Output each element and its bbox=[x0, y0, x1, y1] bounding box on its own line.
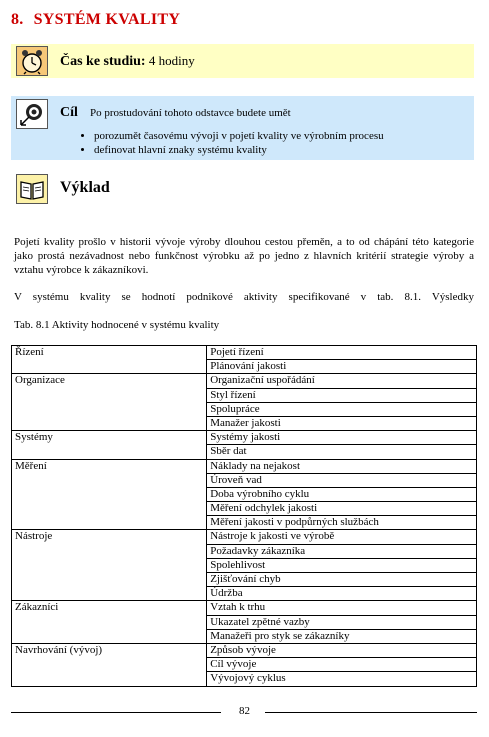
table-row bbox=[12, 643, 477, 657]
table-item-cell: Manažer jakosti bbox=[207, 416, 477, 430]
alarm-clock-icon bbox=[16, 46, 48, 76]
table-item-cell: Náklady na nejakost bbox=[207, 459, 477, 473]
page-number: 82 bbox=[239, 705, 250, 717]
section-title-vyklad: Výklad bbox=[60, 179, 110, 196]
paragraph-intro: Pojetí kvality prošlo v historii vývoje výroby dlouhou cestou přeměn, a to od chápání této kategorie jako prostá nezávadnost nebo funkčnost výrobku až po jedno z hlavních kritérií strategie výroby a vztahu výrobce k zákazníkovi. bbox=[14, 236, 474, 276]
table-item-cell: Doba výrobního cyklu bbox=[207, 487, 477, 501]
table-item-cell: Systémy jakosti bbox=[207, 431, 477, 445]
table-row bbox=[12, 346, 477, 360]
table-item-cell: Měření odchylek jakosti bbox=[207, 502, 477, 516]
chapter-title: SYSTÉM KVALITY bbox=[33, 11, 181, 28]
footer-rule-right bbox=[265, 712, 477, 713]
table-item-cell: Spolupráce bbox=[207, 402, 477, 416]
table-group-cell: Organizace bbox=[12, 374, 207, 431]
table-item-cell: Sběr dat bbox=[207, 445, 477, 459]
goal-label: Cíl bbox=[60, 105, 78, 120]
table-item-cell: Styl řízení bbox=[207, 388, 477, 402]
table-row bbox=[12, 530, 477, 544]
chapter-number: 8. bbox=[11, 11, 24, 28]
goal-list bbox=[80, 129, 384, 157]
table-group-cell: Nástroje bbox=[12, 530, 207, 601]
table-item-cell: Způsob vývoje bbox=[207, 643, 477, 657]
table-item-cell: Požadavky zákazníka bbox=[207, 544, 477, 558]
table-caption: Tab. 8.1 Aktivity hodnocené v systému kvality bbox=[14, 319, 220, 331]
table-item-cell: Pojetí řízení bbox=[207, 346, 477, 360]
study-time-label: Čas ke studiu: bbox=[60, 54, 146, 69]
table-item-cell: Zjišťování chyb bbox=[207, 573, 477, 587]
goal-item: • porozumět časovému vývoji v pojetí kvality ve výrobním procesu bbox=[94, 129, 384, 143]
table-item-cell: Úroveň vad bbox=[207, 473, 477, 487]
target-icon bbox=[16, 99, 48, 129]
table-row bbox=[12, 431, 477, 445]
table-item-cell: Organizační uspořádání bbox=[207, 374, 477, 388]
table-item-cell: Manažeři pro styk se zákazníky bbox=[207, 629, 477, 643]
table-group-cell: Navrhování (vývoj) bbox=[12, 643, 207, 686]
table-item-cell: Měření jakosti v podpůrných službách bbox=[207, 516, 477, 530]
paragraph-results: V systému kvality se hodnotí podnikové aktivity specifikované v tab. 8.1. Výsledky bbox=[14, 291, 474, 303]
goal-item: • definovat hlavní znaky systému kvality bbox=[94, 143, 384, 157]
study-time-value: 4 hodiny bbox=[148, 53, 195, 68]
chapter-heading bbox=[11, 11, 180, 29]
table-row bbox=[12, 374, 477, 388]
table-group-cell: Zákazníci bbox=[12, 601, 207, 644]
study-time bbox=[60, 53, 195, 70]
activities-table bbox=[11, 345, 477, 687]
table-item-cell: Cíl vývoje bbox=[207, 658, 477, 672]
table-item-cell: Vývojový cyklus bbox=[207, 672, 477, 686]
table-item-cell: Ukazatel zpětné vazby bbox=[207, 615, 477, 629]
table-item-cell: Nástroje k jakosti ve výrobě bbox=[207, 530, 477, 544]
table-item-cell: Spolehlivost bbox=[207, 558, 477, 572]
goal-intro: Po prostudování tohoto odstavce budete umět bbox=[90, 107, 291, 119]
table-row bbox=[12, 459, 477, 473]
table-group-cell: Systémy bbox=[12, 431, 207, 459]
table-item-cell: Plánování jakosti bbox=[207, 360, 477, 374]
table-group-cell: Řízení bbox=[12, 346, 207, 374]
table-item-cell: Údržba bbox=[207, 587, 477, 601]
table-group-cell: Měření bbox=[12, 459, 207, 530]
table-row bbox=[12, 601, 477, 615]
open-book-icon bbox=[16, 174, 48, 204]
table-item-cell: Vztah k trhu bbox=[207, 601, 477, 615]
